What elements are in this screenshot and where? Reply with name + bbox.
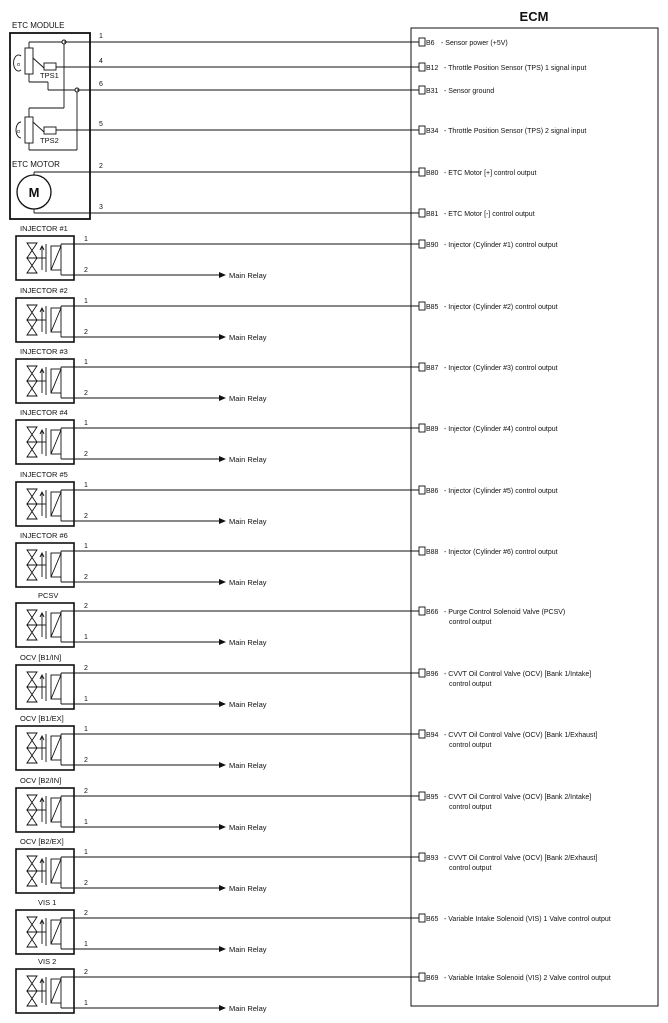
pin-description: - Injector (Cylinder #6) control output [444, 549, 558, 556]
actuator-label: VIS 2 [38, 957, 57, 966]
arrow-right-icon [219, 579, 226, 585]
relay-wire-number: 1 [84, 819, 88, 826]
pin-description: - Injector (Cylinder #3) control output [444, 365, 558, 372]
arrow-right-icon [219, 272, 226, 278]
wire-sensor-power [64, 33, 508, 47]
signal-wire-number: 1 [84, 236, 88, 243]
arrow-right-icon [219, 762, 226, 768]
wire-number: 6 [99, 81, 103, 88]
signal-wire-number: 1 [84, 726, 88, 733]
main-relay-label: Main Relay [229, 1004, 267, 1013]
arrow-right-icon [219, 456, 226, 462]
pin-description: - CVVT Oil Control Valve (OCV) [Bank 1/Exhaust] [444, 732, 598, 739]
actuator-4 [16, 408, 558, 464]
main-relay-label: Main Relay [229, 884, 267, 893]
signal-wire-number: 2 [84, 603, 88, 610]
actuator-12 [16, 898, 611, 954]
main-relay-label: Main Relay [229, 823, 267, 832]
ecm-pin-connector [419, 302, 425, 310]
arrow-right-icon [219, 885, 226, 891]
pin-description: - Injector (Cylinder #1) control output [444, 242, 558, 249]
pin-description: - Sensor ground [444, 88, 495, 95]
ecm-pin-connector [419, 547, 425, 555]
relay-wire-number: 2 [84, 757, 88, 764]
wire-tps2-signal [56, 121, 586, 135]
pin-code: B66 [426, 609, 439, 616]
ecm-title: ECM [519, 9, 549, 24]
pin-code: B89 [426, 426, 439, 433]
etc-module-title: ETC MODULE [12, 21, 65, 30]
pin-code: B96 [426, 671, 439, 678]
arrow-right-icon [219, 518, 226, 524]
pin-description-continued: control output [449, 742, 492, 749]
ecm-pin-connector [419, 240, 425, 248]
actuator-label: INJECTOR #1 [20, 224, 68, 233]
actuator-label: INJECTOR #5 [20, 470, 68, 479]
wire-number: 5 [99, 121, 103, 128]
etc-motor-label: ETC MOTOR [12, 160, 60, 169]
etc-module-box [10, 33, 90, 219]
signal-wire-number: 1 [84, 849, 88, 856]
relay-wire-number: 2 [84, 390, 88, 397]
actuator-9 [16, 714, 597, 770]
wire-tps1-signal [56, 58, 586, 72]
ecm-pin-connector [419, 914, 425, 922]
ecm-pin-connector [419, 853, 425, 861]
pin-description: - Purge Control Solenoid Valve (PCSV) [444, 609, 566, 616]
wire-number: 4 [99, 58, 103, 65]
main-relay-label: Main Relay [229, 455, 267, 464]
signal-wire-number: 2 [84, 665, 88, 672]
pin-code: B95 [426, 794, 439, 801]
actuator-label: OCV [B2/IN] [20, 776, 62, 785]
actuator-label: PCSV [38, 591, 59, 600]
arrow-right-icon [219, 395, 226, 401]
ecm-pin-connector [419, 669, 425, 677]
pin-description: - CVVT Oil Control Valve (OCV) [Bank 2/Exhaust] [444, 855, 598, 862]
pin-description-continued: control output [449, 865, 492, 872]
ecm-pin-connector [419, 363, 425, 371]
relay-wire-number: 1 [84, 941, 88, 948]
actuator-10 [16, 776, 591, 832]
pin-description: - Throttle Position Sensor (TPS) 1 signal input [444, 65, 587, 72]
pin-code: B90 [426, 242, 439, 249]
relay-wire-number: 2 [84, 267, 88, 274]
arrow-right-icon [219, 639, 226, 645]
pin-code: B86 [426, 488, 439, 495]
pin-description: - Variable Intake Solenoid (VIS) 2 Valve control output [444, 975, 611, 982]
actuator-label: INJECTOR #4 [20, 408, 68, 417]
pin-code: B6 [426, 40, 435, 47]
relay-wire-number: 2 [84, 329, 88, 336]
pin-description: - ETC Motor [+] control output [444, 170, 537, 177]
pin-description-continued: control output [449, 681, 492, 688]
actuator-label: OCV [B1/EX] [20, 714, 64, 723]
wire-etc-motor-plus [90, 163, 536, 177]
pin-description: - ETC Motor [-] control output [444, 211, 535, 218]
pin-code: B31 [426, 88, 439, 95]
main-relay-label: Main Relay [229, 517, 267, 526]
relay-wire-number: 2 [84, 451, 88, 458]
svg-text:α: α [17, 129, 20, 135]
relay-wire-number: 1 [84, 1000, 88, 1007]
pin-code: B88 [426, 549, 439, 556]
pin-description-continued: control output [449, 804, 492, 811]
actuator-11 [16, 837, 597, 893]
signal-wire-number: 1 [84, 482, 88, 489]
etc-wire-group [56, 33, 586, 218]
main-relay-label: Main Relay [229, 700, 267, 709]
wire-number: 1 [99, 33, 103, 40]
signal-wire-number: 2 [84, 788, 88, 795]
actuator-label: VIS 1 [38, 898, 57, 907]
pin-code: B94 [426, 732, 439, 739]
relay-wire-number: 2 [84, 880, 88, 887]
actuator-3 [16, 347, 558, 403]
arrow-right-icon [219, 1005, 226, 1011]
relay-wire-number: 2 [84, 574, 88, 581]
pin-description: - Throttle Position Sensor (TPS) 2 signal input [444, 128, 587, 135]
pin-code: B80 [426, 170, 439, 177]
actuator-1 [16, 224, 558, 280]
pin-description: - Injector (Cylinder #4) control output [444, 426, 558, 433]
tps1-sensor [14, 42, 77, 90]
ecm-pin-connector [419, 973, 425, 981]
ecm-pin-connector [419, 486, 425, 494]
actuator-6 [16, 531, 558, 587]
main-relay-label: Main Relay [229, 271, 267, 280]
actuator-13 [16, 957, 611, 1013]
main-relay-label: Main Relay [229, 394, 267, 403]
signal-wire-number: 2 [84, 969, 88, 976]
arrow-right-icon [219, 701, 226, 707]
actuator-label: INJECTOR #2 [20, 286, 68, 295]
pin-code: B87 [426, 365, 439, 372]
main-relay-label: Main Relay [229, 945, 267, 954]
relay-wire-number: 1 [84, 634, 88, 641]
pin-description: - Injector (Cylinder #5) control output [444, 488, 558, 495]
actuator-label: INJECTOR #6 [20, 531, 68, 540]
signal-wire-number: 1 [84, 543, 88, 550]
signal-wire-number: 1 [84, 420, 88, 427]
pin-description: - CVVT Oil Control Valve (OCV) [Bank 2/Intake] [444, 794, 592, 801]
wire-number: 3 [99, 204, 103, 211]
pin-description: - Variable Intake Solenoid (VIS) 1 Valve control output [444, 916, 611, 923]
ecm-pin-connector [419, 607, 425, 615]
actuator-label: INJECTOR #3 [20, 347, 68, 356]
ecm-pin-connector [419, 424, 425, 432]
pin-code: B85 [426, 304, 439, 311]
wire-etc-motor-minus [90, 204, 535, 218]
ecm-pin-connector [419, 792, 425, 800]
pin-code: B65 [426, 916, 439, 923]
actuator-5 [16, 470, 558, 526]
pin-code: B93 [426, 855, 439, 862]
actuator-label: OCV [B1/IN] [20, 653, 62, 662]
relay-wire-number: 2 [84, 513, 88, 520]
pin-code: B12 [426, 65, 439, 72]
tps1-label: TPS1 [40, 71, 59, 80]
relay-wire-number: 1 [84, 696, 88, 703]
pin-description: - Sensor power (+5V) [441, 40, 508, 47]
pin-description: - Injector (Cylinder #2) control output [444, 304, 558, 311]
arrow-right-icon [219, 334, 226, 340]
signal-wire-number: 1 [84, 359, 88, 366]
pin-description: - CVVT Oil Control Valve (OCV) [Bank 1/Intake] [444, 671, 592, 678]
actuator-group [16, 224, 611, 1013]
signal-wire-number: 2 [84, 910, 88, 917]
actuator-8 [16, 653, 591, 709]
main-relay-label: Main Relay [229, 333, 267, 342]
wire-sensor-ground [77, 81, 494, 95]
main-relay-label: Main Relay [229, 578, 267, 587]
actuator-label: OCV [B2/EX] [20, 837, 64, 846]
wire-number: 2 [99, 163, 103, 170]
motor-symbol: M [28, 185, 40, 200]
ecm-pin-connector [419, 730, 425, 738]
signal-wire-number: 1 [84, 298, 88, 305]
arrow-right-icon [219, 824, 226, 830]
pin-description-continued: control output [449, 619, 492, 626]
main-relay-label: Main Relay [229, 761, 267, 770]
svg-text:α: α [17, 62, 20, 68]
actuator-2 [16, 286, 558, 342]
pin-code: B69 [426, 975, 439, 982]
pin-code: B81 [426, 211, 439, 218]
arrow-right-icon [219, 946, 226, 952]
tps2-label: TPS2 [40, 136, 59, 145]
actuator-7 [16, 591, 565, 647]
pin-code: B34 [426, 128, 439, 135]
main-relay-label: Main Relay [229, 638, 267, 647]
